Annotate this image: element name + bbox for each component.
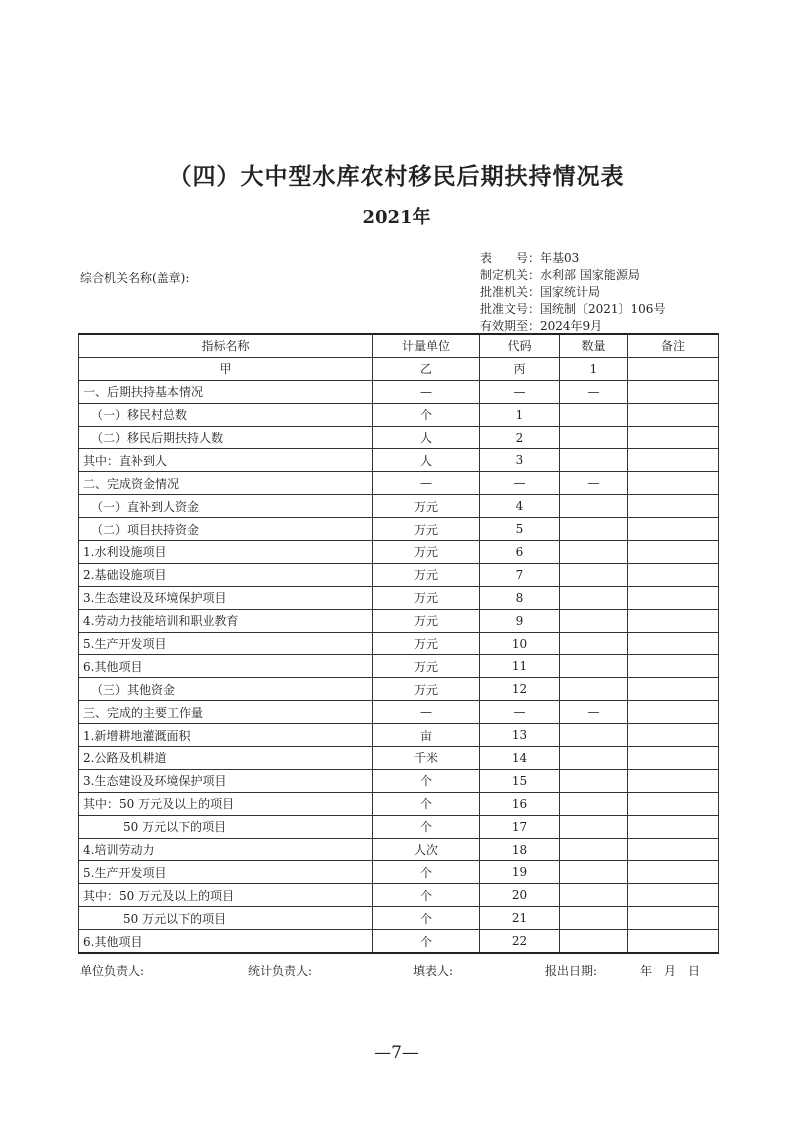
unit-cell: 个 (373, 403, 480, 426)
remarks-cell[interactable] (628, 655, 719, 678)
unit-cell: 人次 (373, 838, 480, 861)
code-cell: 9 (480, 609, 560, 632)
remarks-cell[interactable] (628, 632, 719, 655)
remarks-cell[interactable] (628, 403, 719, 426)
table-row (79, 815, 719, 838)
unit-cell: 人 (373, 449, 480, 472)
meta-form-number: 表 号：年基03 (480, 251, 580, 265)
table-row (79, 655, 719, 678)
header-remarks: 备注 (628, 334, 719, 357)
table-row (79, 609, 719, 632)
quantity-cell[interactable] (560, 724, 628, 747)
remarks-cell[interactable] (628, 472, 719, 495)
remarks-cell[interactable] (628, 541, 719, 564)
indicator-cell: 3.生态建设及环境保护项目 (79, 586, 373, 609)
table-header-row (79, 334, 719, 357)
quantity-cell[interactable] (560, 907, 628, 930)
remarks-cell[interactable] (628, 792, 719, 815)
indicator-cell: 50 万元以下的项目 (79, 815, 373, 838)
unit-cell: 万元 (373, 678, 480, 701)
quantity-cell[interactable] (560, 541, 628, 564)
indicator-cell: 5.生产开发项目 (79, 861, 373, 884)
indicator-cell: （三）其他资金 (79, 678, 373, 701)
unit-cell: — (373, 701, 480, 724)
header-unit: 计量单位 (373, 334, 480, 357)
quantity-cell[interactable] (560, 838, 628, 861)
unit-cell: 万元 (373, 541, 480, 564)
table-row (79, 495, 719, 518)
unit-cell: 个 (373, 792, 480, 815)
code-cell: 6 (480, 541, 560, 564)
page-number: —7— (374, 1043, 419, 1063)
remarks-cell[interactable] (628, 724, 719, 747)
subheader-code: 丙 (480, 357, 560, 380)
table-row (79, 884, 719, 907)
subheader-quantity: 1 (560, 357, 628, 380)
table-subheader-row (79, 357, 719, 380)
unit-cell: 千米 (373, 747, 480, 770)
quantity-cell[interactable] (560, 884, 628, 907)
subheader-unit: 乙 (373, 357, 480, 380)
indicator-cell: 4.培训劳动力 (79, 838, 373, 861)
report-year: 2021年 (362, 207, 431, 228)
code-cell: 15 (480, 769, 560, 792)
indicator-cell: （一）直补到人资金 (79, 495, 373, 518)
quantity-cell[interactable] (560, 815, 628, 838)
unit-cell: 万元 (373, 495, 480, 518)
unit-cell: — (373, 472, 480, 495)
quantity-cell[interactable] (560, 586, 628, 609)
code-cell: 20 (480, 884, 560, 907)
remarks-cell[interactable] (628, 518, 719, 541)
code-cell: 16 (480, 792, 560, 815)
unit-cell: 万元 (373, 632, 480, 655)
unit-cell: 万元 (373, 655, 480, 678)
quantity-cell[interactable] (560, 655, 628, 678)
quantity-cell[interactable] (560, 792, 628, 815)
indicator-cell: 4.劳动力技能培训和职业教育 (79, 609, 373, 632)
code-cell: 2 (480, 426, 560, 449)
remarks-cell[interactable] (628, 449, 719, 472)
indicator-cell: 1.水利设施项目 (79, 541, 373, 564)
table-row (79, 632, 719, 655)
unit-cell: 万元 (373, 563, 480, 586)
code-cell: 10 (480, 632, 560, 655)
code-cell: 8 (480, 586, 560, 609)
indicator-cell: 1.新增耕地灌溉面积 (79, 724, 373, 747)
filler-label: 填表人: (413, 964, 454, 978)
quantity-cell[interactable]: — (560, 701, 628, 724)
subheader-indicator: 甲 (79, 357, 373, 380)
remarks-cell[interactable] (628, 884, 719, 907)
unit-cell: 个 (373, 907, 480, 930)
remarks-cell[interactable] (628, 495, 719, 518)
table-row (79, 930, 719, 953)
quantity-cell[interactable] (560, 403, 628, 426)
remarks-cell[interactable] (628, 426, 719, 449)
code-cell: — (480, 472, 560, 495)
unit-cell: 个 (373, 930, 480, 953)
remarks-cell[interactable] (628, 380, 719, 403)
indicator-cell: 二、完成资金情况 (79, 472, 373, 495)
quantity-cell[interactable] (560, 609, 628, 632)
subheader-remarks (628, 357, 719, 380)
table-row (79, 449, 719, 472)
code-cell: 14 (480, 747, 560, 770)
quantity-cell[interactable] (560, 426, 628, 449)
code-cell: 4 (480, 495, 560, 518)
unit-cell: 万元 (373, 609, 480, 632)
remarks-cell[interactable] (628, 930, 719, 953)
quantity-cell[interactable] (560, 495, 628, 518)
table-row (79, 380, 719, 403)
indicator-cell: （二）项目扶持资金 (79, 518, 373, 541)
quantity-cell[interactable] (560, 678, 628, 701)
code-cell: 12 (480, 678, 560, 701)
indicator-cell: 三、完成的主要工作量 (79, 701, 373, 724)
unit-cell: 个 (373, 884, 480, 907)
header-code: 代码 (480, 334, 560, 357)
report-date-label: 报出日期: (545, 964, 598, 978)
remarks-cell[interactable] (628, 838, 719, 861)
unit-cell: 个 (373, 861, 480, 884)
table-row (79, 563, 719, 586)
code-cell: 13 (480, 724, 560, 747)
quantity-cell[interactable] (560, 769, 628, 792)
stat-head-label: 统计负责人: (248, 964, 313, 978)
unit-cell: 万元 (373, 586, 480, 609)
unit-cell: 个 (373, 815, 480, 838)
code-cell: 5 (480, 518, 560, 541)
quantity-cell[interactable]: — (560, 380, 628, 403)
meta-approval-number: 批准文号：国统制〔2021〕106号 (480, 302, 666, 316)
indicator-cell: 一、后期扶持基本情况 (79, 380, 373, 403)
remarks-cell[interactable] (628, 815, 719, 838)
table-row (79, 586, 719, 609)
indicator-cell: 6.其他项目 (79, 655, 373, 678)
header-quantity: 数量 (560, 334, 628, 357)
quantity-cell[interactable] (560, 518, 628, 541)
meta-approving-authority: 批准机关：国家统计局 (480, 285, 601, 299)
meta-valid-until: 有效期至：2024年9月 (480, 319, 603, 333)
remarks-cell[interactable] (628, 609, 719, 632)
table-row (79, 518, 719, 541)
table-row (79, 426, 719, 449)
remarks-cell[interactable] (628, 747, 719, 770)
unit-head-label: 单位负责人: (80, 964, 145, 978)
code-cell: 1 (480, 403, 560, 426)
indicator-cell: （二）移民后期扶持人数 (79, 426, 373, 449)
indicator-cell: （一）移民村总数 (79, 403, 373, 426)
quantity-cell[interactable] (560, 563, 628, 586)
table-row (79, 747, 719, 770)
code-cell: 21 (480, 907, 560, 930)
remarks-cell[interactable] (628, 701, 719, 724)
quantity-cell[interactable] (560, 930, 628, 953)
org-label: 综合机关名称(盖章): (80, 271, 190, 285)
indicator-cell: 其中：50 万元及以上的项目 (79, 792, 373, 815)
unit-cell: 万元 (373, 518, 480, 541)
indicator-cell: 5.生产开发项目 (79, 632, 373, 655)
unit-cell: — (373, 380, 480, 403)
code-cell: 22 (480, 930, 560, 953)
code-cell: — (480, 701, 560, 724)
table-row (79, 678, 719, 701)
code-cell: — (480, 380, 560, 403)
indicator-cell: 2.公路及机耕道 (79, 747, 373, 770)
code-cell: 19 (480, 861, 560, 884)
form-metadata (480, 250, 665, 335)
code-cell: 11 (480, 655, 560, 678)
table-row (79, 541, 719, 564)
remarks-cell[interactable] (628, 907, 719, 930)
remarks-cell[interactable] (628, 861, 719, 884)
unit-cell: 亩 (373, 724, 480, 747)
quantity-cell[interactable] (560, 632, 628, 655)
date-fields: 年 月 日 (640, 964, 701, 978)
quantity-cell[interactable]: — (560, 472, 628, 495)
page-title: （四）大中型水库农村移民后期扶持情况表 (168, 164, 625, 190)
quantity-cell[interactable] (560, 861, 628, 884)
unit-cell: 个 (373, 769, 480, 792)
table-row (79, 701, 719, 724)
code-cell: 18 (480, 838, 560, 861)
table-row (79, 838, 719, 861)
meta-issuing-authority: 制定机关：水利部 国家能源局 (480, 268, 640, 282)
indicator-cell: 2.基础设施项目 (79, 563, 373, 586)
table-row (79, 769, 719, 792)
table-row (79, 861, 719, 884)
table-row (79, 907, 719, 930)
quantity-cell[interactable] (560, 449, 628, 472)
remarks-cell[interactable] (628, 678, 719, 701)
quantity-cell[interactable] (560, 747, 628, 770)
code-cell: 17 (480, 815, 560, 838)
indicator-cell: 其中：50 万元及以上的项目 (79, 884, 373, 907)
remarks-cell[interactable] (628, 563, 719, 586)
indicator-cell: 其中：直补到人 (79, 449, 373, 472)
statistics-table (78, 333, 719, 954)
indicator-cell: 3.生态建设及环境保护项目 (79, 769, 373, 792)
table-row (79, 403, 719, 426)
indicator-cell: 6.其他项目 (79, 930, 373, 953)
header-indicator: 指标名称 (79, 334, 373, 357)
indicator-cell: 50 万元以下的项目 (79, 907, 373, 930)
remarks-cell[interactable] (628, 769, 719, 792)
table-row (79, 724, 719, 747)
code-cell: 3 (480, 449, 560, 472)
code-cell: 7 (480, 563, 560, 586)
unit-cell: 人 (373, 426, 480, 449)
table-row (79, 472, 719, 495)
remarks-cell[interactable] (628, 586, 719, 609)
table-row (79, 792, 719, 815)
